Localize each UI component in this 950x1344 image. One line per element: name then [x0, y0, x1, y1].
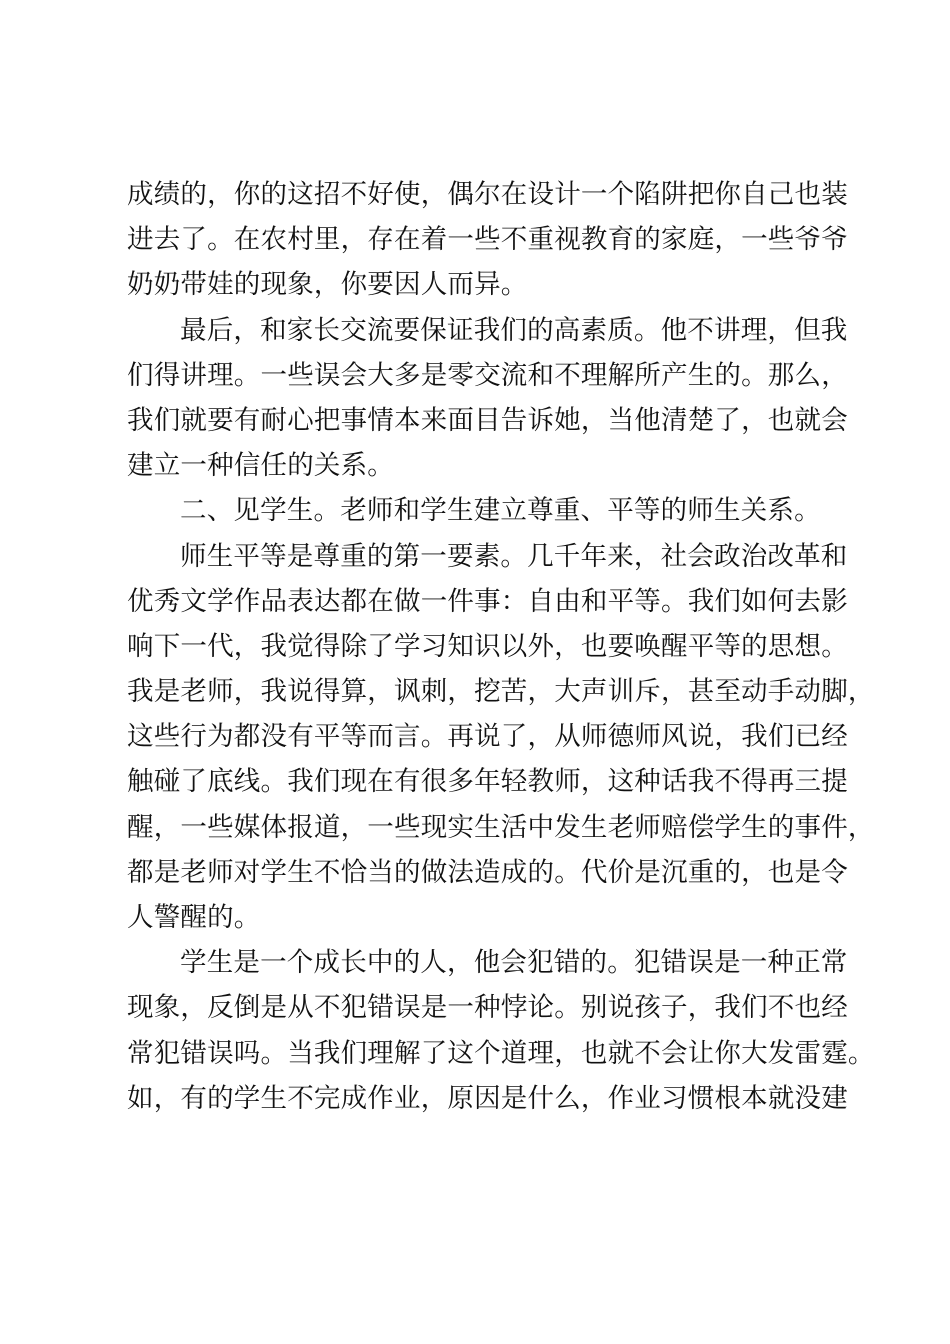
document-body — [127, 172, 875, 1121]
text-line: 人警醒的。 — [127, 902, 261, 933]
text-line: 们得讲理。一些误会大多是零交流和不理解所产生的。那么， — [127, 359, 848, 391]
text-line: 如，有的学生不完成作业，原因是什么，作业习惯根本就没建 — [127, 1082, 848, 1114]
text-line: 进去了。在农村里，存在着一些不重视教育的家庭，一些爷爷 — [127, 224, 848, 256]
text-line: 优秀文学作品表达都在做一件事：自由和平等。我们如何去影 — [127, 585, 848, 617]
text-line: 建立一种信任的关系。 — [127, 450, 394, 482]
text-line: 我是老师，我说得算，讽刺，挖苦，大声训斥，甚至动手动脚， — [127, 676, 875, 708]
text-line: 现象，反倒是从不犯错误是一种悖论。别说孩子，我们不也经 — [127, 992, 848, 1024]
text-line: 醒，一些媒体报道，一些现实生活中发生老师赔偿学生的事件， — [127, 811, 875, 843]
text-line: 奶奶带娃的现象，你要因人而异。 — [127, 269, 528, 301]
text-line: 这些行为都没有平等而言。再说了，从师德师风说，我们已经 — [127, 721, 848, 753]
text-line: 常犯错误吗。当我们理解了这个道理，也就不会让你大发雷霆。 — [127, 1037, 875, 1069]
text-line: 响下一代，我觉得除了学习知识以外，也要唤醒平等的思想。 — [127, 630, 848, 662]
paragraph-start-line: 学生是一个成长中的人，他会犯错的。犯错误是一种正常 — [180, 947, 848, 979]
text-line: 成绩的，你的这招不好使，偶尔在设计一个陷阱把你自己也装 — [127, 179, 848, 210]
text-line: 我们就要有耐心把事情本来面目告诉她，当他清楚了，也就会 — [127, 404, 848, 436]
text-line: 触碰了底线。我们现在有很多年轻教师，这种话我不得再三提 — [127, 766, 848, 798]
paragraph-start-line: 最后，和家长交流要保证我们的高素质。他不讲理，但我 — [180, 314, 848, 346]
paragraph-start-line: 师生平等是尊重的第一要素。几千年来，社会政治改革和 — [180, 540, 848, 572]
text-line: 都是老师对学生不恰当的做法造成的。代价是沉重的，也是令 — [127, 856, 848, 888]
paragraph-start-line: 二、见学生。老师和学生建立尊重、平等的师生关系。 — [180, 495, 821, 527]
